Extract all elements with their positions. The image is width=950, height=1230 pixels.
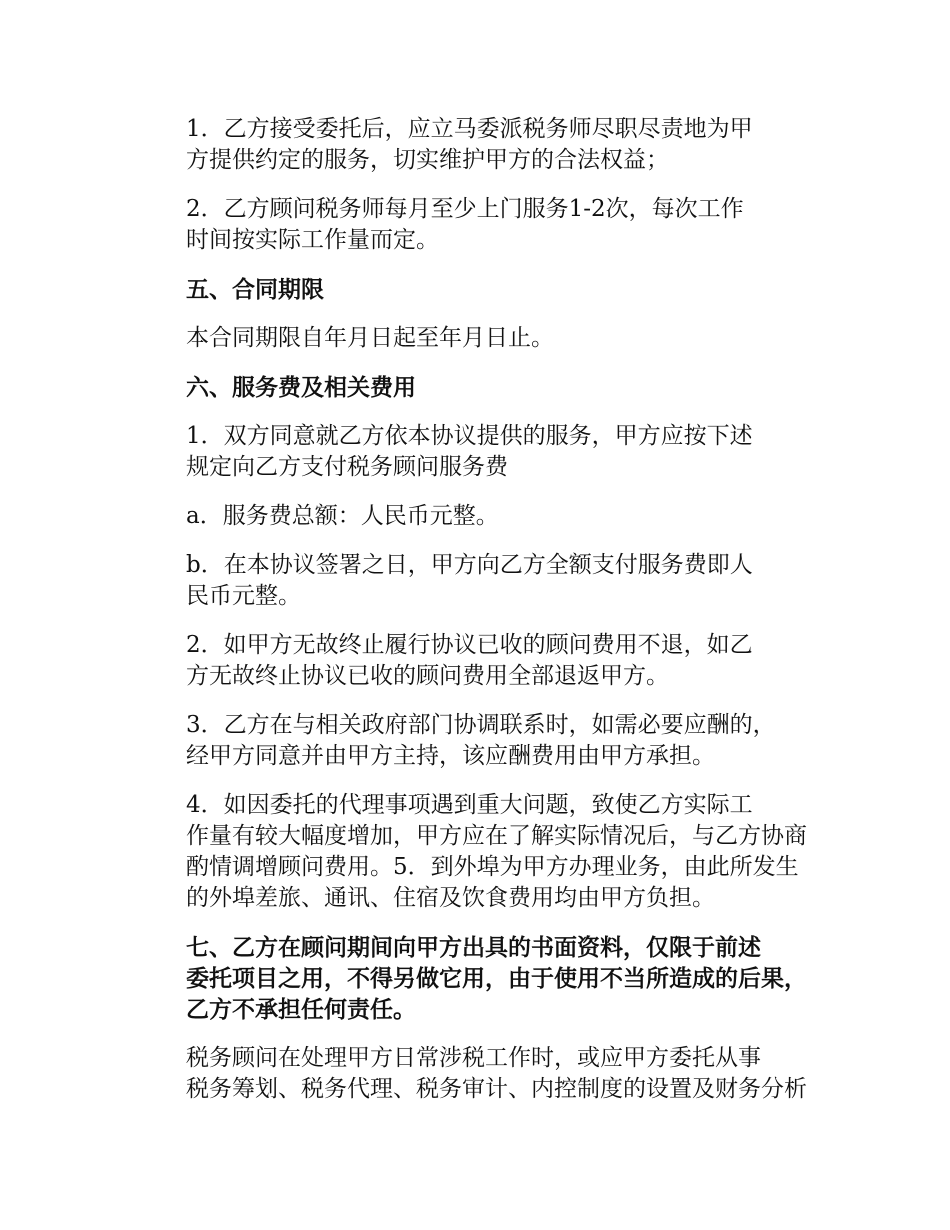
- section-heading-service-fees: [140, 372, 812, 403]
- text-line: 2．乙方顾问税务师每月至少上门服务1-2次，每次工作: [186, 196, 744, 222]
- text-line: 规定向乙方支付税务顾问服务费: [186, 454, 508, 480]
- section-heading-contract-term: [140, 274, 812, 305]
- heading-line: 五、合同期限: [186, 276, 324, 303]
- text-line: 1．双方同意就乙方依本协议提供的服务，甲方应按下述: [186, 423, 753, 449]
- clause-6-2: [140, 630, 812, 692]
- text-line: 税务顾问在处理甲方日常涉税工作时，或应甲方委托从事: [186, 1045, 761, 1071]
- text-line: 本合同期限自年月日起至年月日止。: [186, 325, 554, 351]
- heading-line: 委托项目之用，不得另做它用，由于使用不当所造成的后果，: [186, 965, 807, 992]
- heading-line: 乙方不承担任何责任。: [186, 996, 416, 1023]
- clause-6-1-a: [140, 501, 812, 532]
- clause-6-4: [140, 790, 812, 914]
- text-line: a．服务费总额：人民币元整。: [186, 503, 499, 529]
- heading-line: 七、乙方在顾问期间向甲方出具的书面资料，仅限于前述: [186, 934, 761, 961]
- text-line: 酌情调增顾问费用。5．到外埠为甲方办理业务，由此所发生: [186, 854, 799, 880]
- text-line: 2．如甲方无故终止履行协议已收的顾问费用不退，如乙: [186, 632, 753, 658]
- clause-4-2: [140, 194, 812, 256]
- contract-term-text: [140, 323, 812, 354]
- text-line: 4．如因委托的代理事项遇到重大问题，致使乙方实际工: [186, 792, 753, 818]
- tax-consultant-paragraph: [140, 1043, 812, 1105]
- text-line: 3．乙方在与相关政府部门协调联系时，如需必要应酬的，: [186, 712, 776, 738]
- text-line: 时间按实际工作量而定。: [186, 227, 439, 253]
- clause-4-1: [140, 114, 812, 176]
- text-line: 经甲方同意并由甲方主持，该应酬费用由甲方承担。: [186, 743, 715, 769]
- heading-line: 六、服务费及相关费用: [186, 374, 416, 401]
- clause-6-1-b: [140, 550, 812, 612]
- document-page: [140, 114, 812, 1123]
- text-line: 的外埠差旅、通讯、住宿及饮食费用均由甲方负担。: [186, 885, 715, 911]
- text-line: 作量有较大幅度增加，甲方应在了解实际情况后，与乙方协商: [186, 823, 807, 849]
- text-line: 税务筹划、税务代理、税务审计、内控制度的设置及财务分析: [186, 1076, 807, 1102]
- text-line: 方无故终止协议已收的顾问费用全部退返甲方。: [186, 663, 669, 689]
- text-line: b．在本协议签署之日，甲方向乙方全额支付服务费即人: [186, 552, 753, 578]
- text-line: 民币元整。: [186, 583, 301, 609]
- clause-6-1: [140, 421, 812, 483]
- section-heading-written-materials: [140, 932, 812, 1025]
- clause-6-3: [140, 710, 812, 772]
- text-line: 1．乙方接受委托后，应立马委派税务师尽职尽责地为甲: [186, 116, 753, 142]
- text-line: 方提供约定的服务，切实维护甲方的合法权益；: [186, 147, 669, 173]
